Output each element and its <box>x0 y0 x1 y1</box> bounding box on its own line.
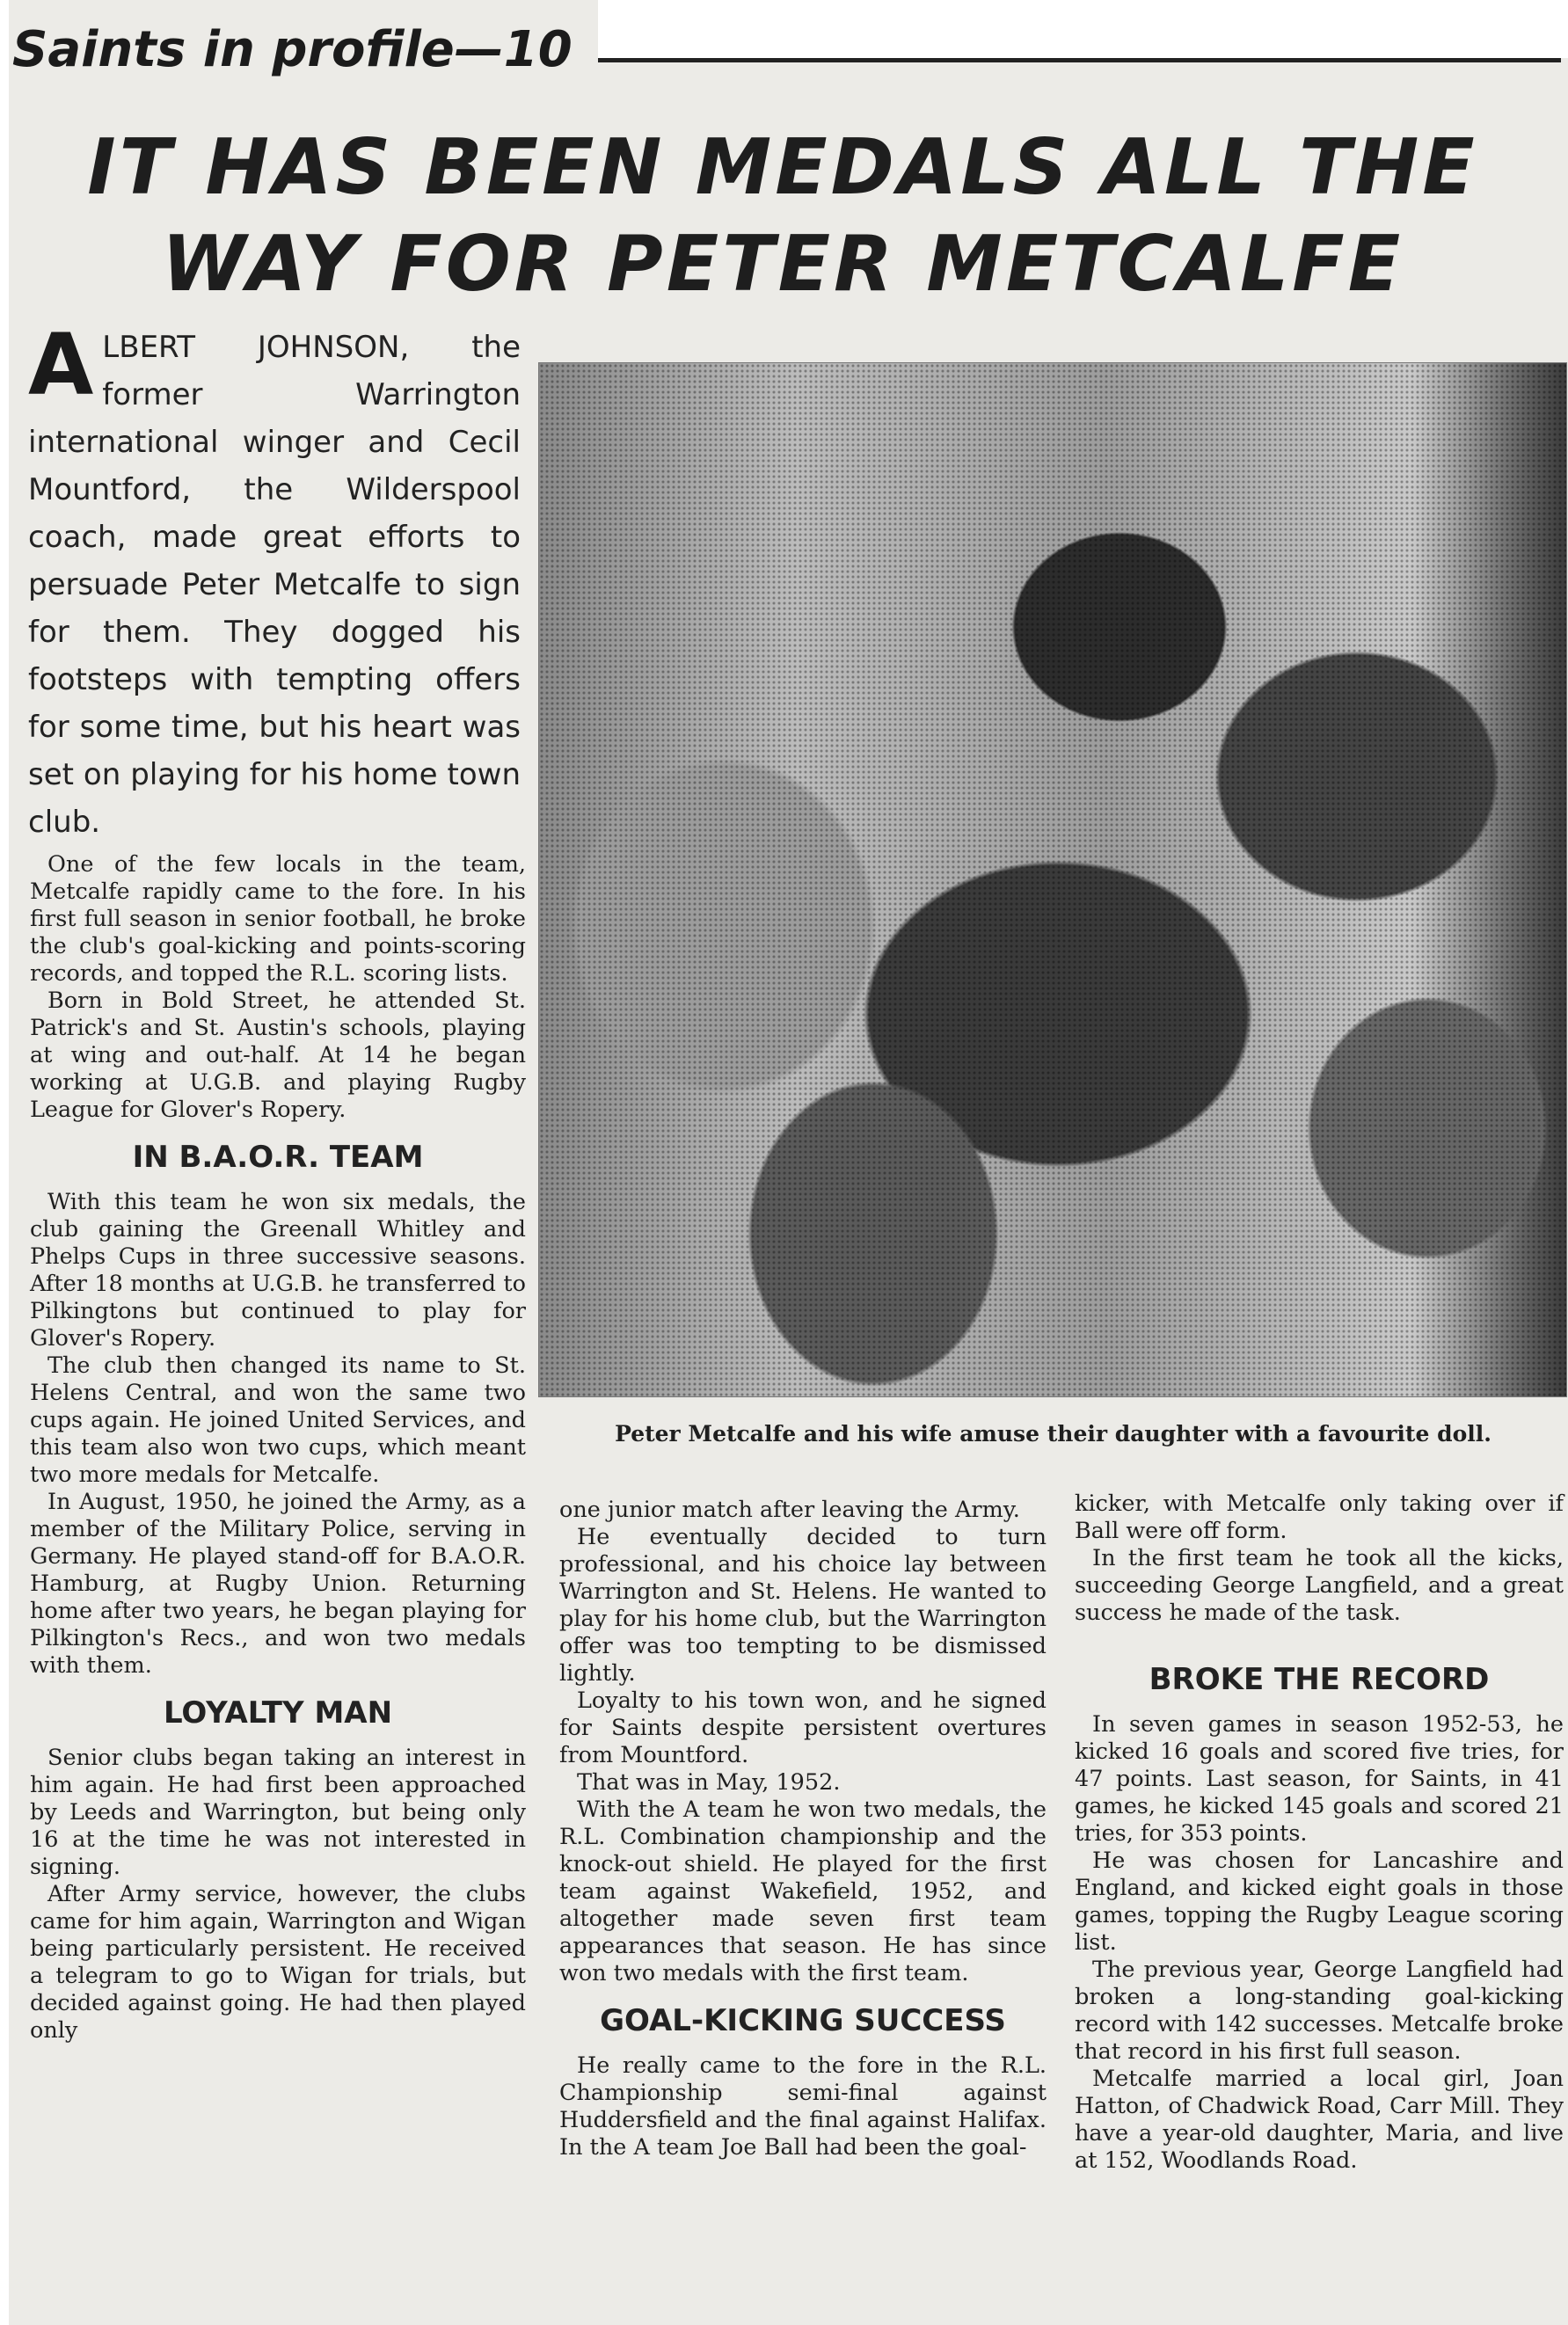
subheading: LOYALTY MAN <box>163 1695 393 1731</box>
headline-line-2: WAY FOR PETER METCALFE <box>161 219 1404 309</box>
article-paragraph: In August, 1950, he joined the Army, as a member of the Military Police, serving in Germany. He played stand-off for B.A.O.R. Hamburg, at Rugby Union. Returning home after two years, he began playing for Pilkington's Recs., and won two medals with them. <box>30 1489 526 1679</box>
article-paragraph: The club then changed its name to St. Helens Central, and won the same two cups again. He joined United Services, and this team also won two cups, which meant two more medals for Metcalfe. <box>30 1352 526 1488</box>
subheading: BROKE THE RECORD <box>1149 1662 1490 1697</box>
family-photo <box>538 362 1567 1397</box>
subheading: GOAL-KICKING SUCCESS <box>600 2003 1006 2038</box>
headline-line-1: IT HAS BEEN MEDALS ALL THE <box>87 122 1478 212</box>
halftone-texture <box>539 363 1566 1396</box>
article-paragraph: In seven games in season 1952-53, he kicked 16 goals and scored five tries, for 47 points. Last season, for Saints, in 41 games, he kicked 145 goals and scored 21 tries, for 353 points. <box>1075 1711 1564 1847</box>
column-1 <box>30 851 526 2044</box>
article-paragraph: Senior clubs began taking an interest in him again. He had first been approached by Leeds and Warrington, but being only 16 at the time he was not interested in signing. <box>30 1745 526 1880</box>
header-rule <box>598 58 1561 62</box>
article-paragraph: He really came to the fore in the R.L. Championship semi-final against Huddersfield and the final against Halifax. In the A team Joe Ball had been the goal- <box>559 2052 1047 2161</box>
article-paragraph: The previous year, George Langfield had broken a long-standing goal-kicking record with 142 successes. Metcalfe broke that record in his first full season. <box>1075 1957 1564 2065</box>
article-paragraph: After Army service, however, the clubs came for him again, Warrington and Wigan being particularly persistent. He received a telegram to go to Wigan for trials, but decided against going. He had then played only <box>30 1881 526 2044</box>
subheading: IN B.A.O.R. TEAM <box>132 1140 424 1175</box>
article-paragraph: With this team he won six medals, the club gaining the Greenall Whitley and Phelps Cups in three successive seasons. After 18 months at U.G.B. he transferred to Pilkingtons but continued to play for Glover's Ropery. <box>30 1189 526 1352</box>
photo-caption: Peter Metcalfe and his wife amuse their daughter with a favourite doll. <box>615 1421 1491 1447</box>
column-2 <box>559 1497 1047 2161</box>
article-paragraph: In the first team he took all the kicks, succeeding George Langfield, and a great success he made of the task. <box>1075 1545 1564 1626</box>
column-3 <box>1075 1490 1564 2175</box>
article-paragraph: Metcalfe married a local girl, Joan Hatton, of Chadwick Road, Carr Mill. They have a year-old daughter, Maria, and live at 152, Woodlands Road. <box>1075 2066 1564 2174</box>
article-paragraph: one junior match after leaving the Army. <box>559 1497 1020 1523</box>
article-paragraph: Loyalty to his town won, and he signed for Saints despite persistent overtures from Mountford. <box>559 1687 1047 1768</box>
article-paragraph: That was in May, 1952. <box>577 1769 841 1796</box>
headline <box>35 119 1530 312</box>
page-margin <box>598 0 1568 58</box>
series-kicker: Saints in profile—10 <box>12 21 573 78</box>
intro-paragraph <box>28 316 521 846</box>
article-paragraph: He eventually decided to turn professional, and his choice lay between Warrington and St. Helens. He wanted to play for his home club, but the Warrington offer was too tempting to be dismissed lightly. <box>559 1524 1047 1687</box>
intro-text: LBERT JOHNSON, the former Warrington international winger and Cecil Mountford, the Wilderspool coach, made great efforts to persuade Peter Metcalfe to sign for them. They dogged his footsteps with tempting offers for some time, but his heart was set on playing for his home town club. <box>28 330 521 840</box>
article-paragraph: Born in Bold Street, he attended St. Patrick's and St. Austin's schools, playing at wing and out-half. At 14 he began working at U.G.B. and playing Rugby League for Glover's Ropery. <box>30 988 526 1123</box>
article-paragraph: One of the few locals in the team, Metcalfe rapidly came to the fore. In his first full season in senior football, he broke the club's goal-kicking and points-scoring records, and topped the R.L. scoring lists. <box>30 851 526 987</box>
article-paragraph: With the A team he won two medals, the R.L. Combination championship and the knock-out shield. He played for the first team against Wakefield, 1952, and altogether made seven first team appearances that season. He has since won two medals with the first team. <box>559 1797 1047 1986</box>
article-paragraph: kicker, with Metcalfe only taking over if Ball were off form. <box>1075 1490 1564 1544</box>
article-paragraph: He was chosen for Lancashire and England, and kicked eight goals in those games, topping the Rugby League scoring list. <box>1075 1848 1564 1956</box>
drop-cap: A <box>28 316 94 414</box>
